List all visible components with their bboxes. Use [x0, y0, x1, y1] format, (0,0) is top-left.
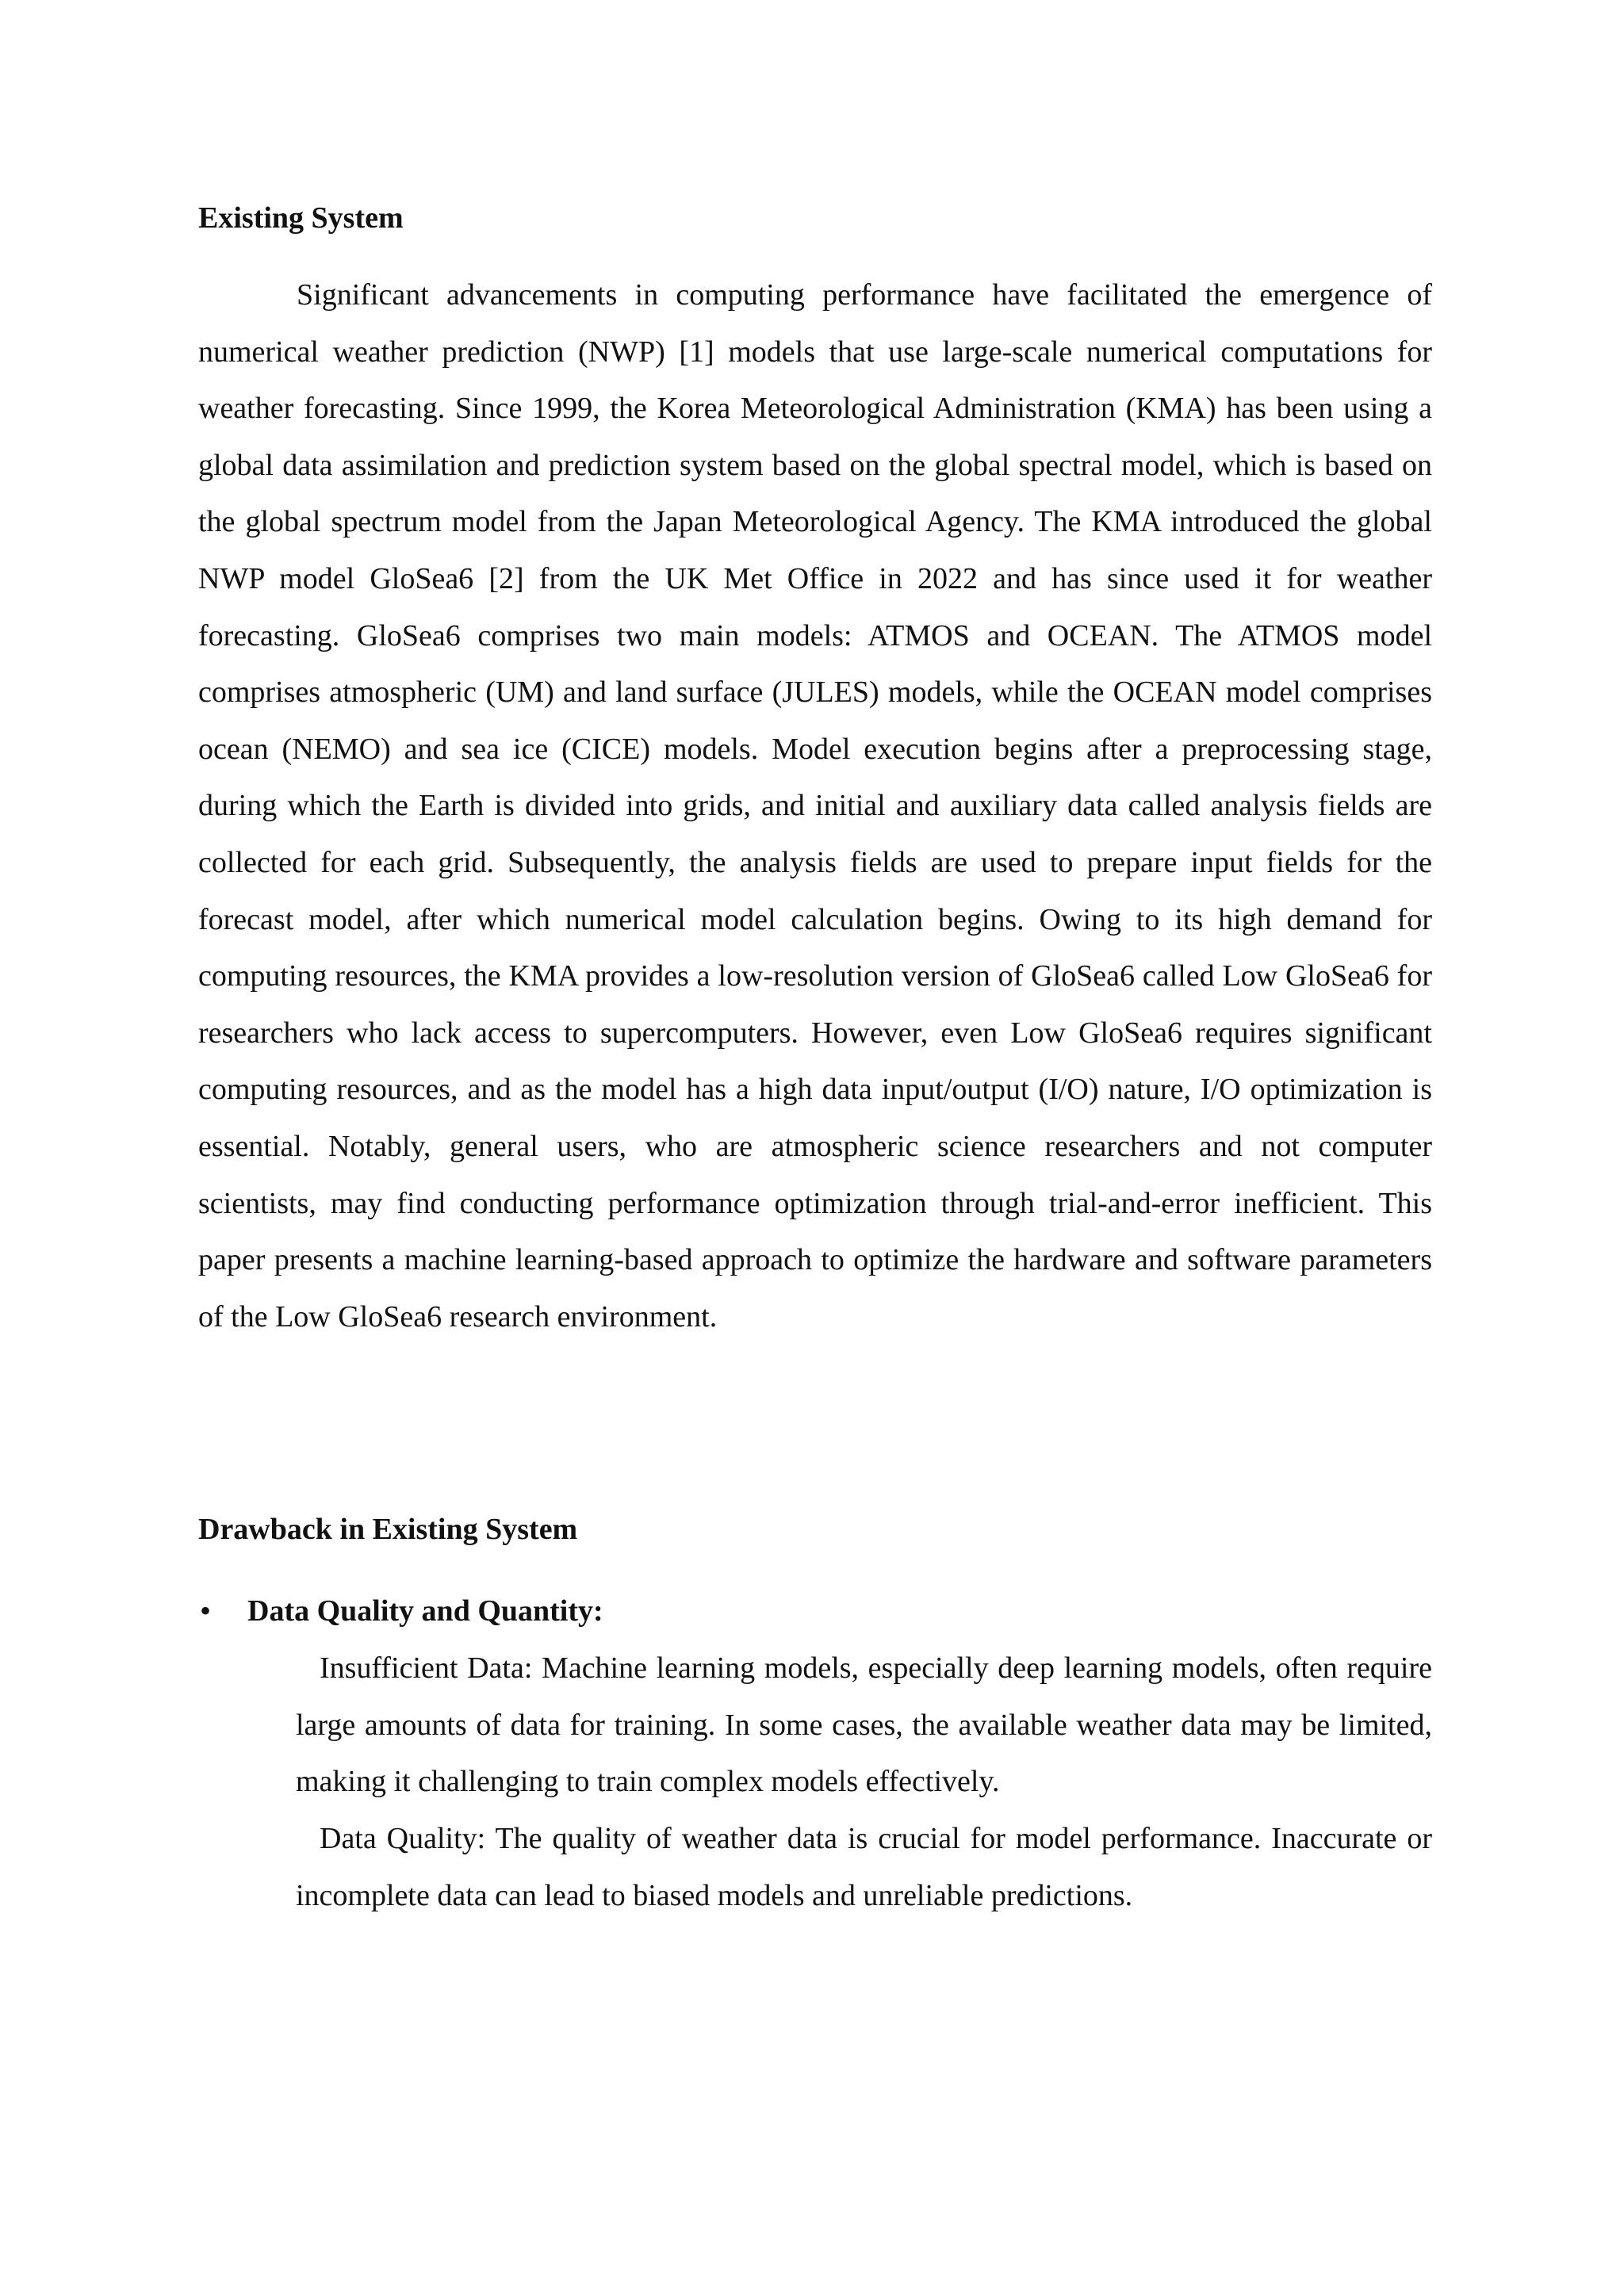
- section-heading-existing-system: Existing System: [198, 201, 404, 235]
- bullet-icon: •: [200, 1593, 212, 1628]
- existing-system-paragraph: Significant advancements in computing performance have facilitated the emergence of numerical weather prediction (NWP) [1] models that use large-scale numerical computations for weather forecasting. Since 1999, the Korea Meteorological Administration (KMA) has been using a global data assimilation and prediction system based on the global spectral model, which is based on the global spectrum model from the Japan Meteorological Agency. The KMA introduced the global NWP model GloSea6 [2] from the UK Met Office in 2022 and has since used it for weather forecasting. GloSea6 comprises two main models: ATMOS and OCEAN. The ATMOS model comprises atmospheric (UM) and land surface (JULES) models, while the OCEAN model comprises ocean (NEMO) and sea ice (CICE) models. Model execution begins after a preprocessing stage, during which the Earth is divided into grids, and initial and auxiliary data called analysis fields are collected for each grid. Subsequently, the analysis fields are used to prepare input fields for the forecast model, after which numerical model calculation begins. Owing to its high demand for computing resources, the KMA provides a low-resolution version of GloSea6 called Low GloSea6 for researchers who lack access to supercomputers. However, even Low GloSea6 requires significant computing resources, and as the model has a high data input/output (I/O) nature, I/O optimization is essential. Notably, general users, who are atmospheric science researchers and not computer scientists, may find conducting performance optimization through trial-and-error inefficient. This paper presents a machine learning-based approach to optimize the hardware and software parameters of the Low GloSea6 research environment.: [198, 278, 1432, 1334]
- bullet-subparagraph-insufficient-data: Insufficient Data: Machine learning models, especially deep learning models, often require large amounts of data for training. In some cases, the available weather data may be limited, making it challenging to train complex models effectively.: [296, 1651, 1432, 1799]
- section-heading-drawback: Drawback in Existing System: [198, 1513, 578, 1546]
- bullet-subparagraph-data-quality: Data Quality: The quality of weather data is crucial for model performance. Inaccurate or incomplete data can lead to biased models and unreliable predictions.: [296, 1822, 1432, 1912]
- bullet-item-data-quality: [200, 1593, 603, 1628]
- bullet-title: Data Quality and Quantity:: [247, 1594, 603, 1628]
